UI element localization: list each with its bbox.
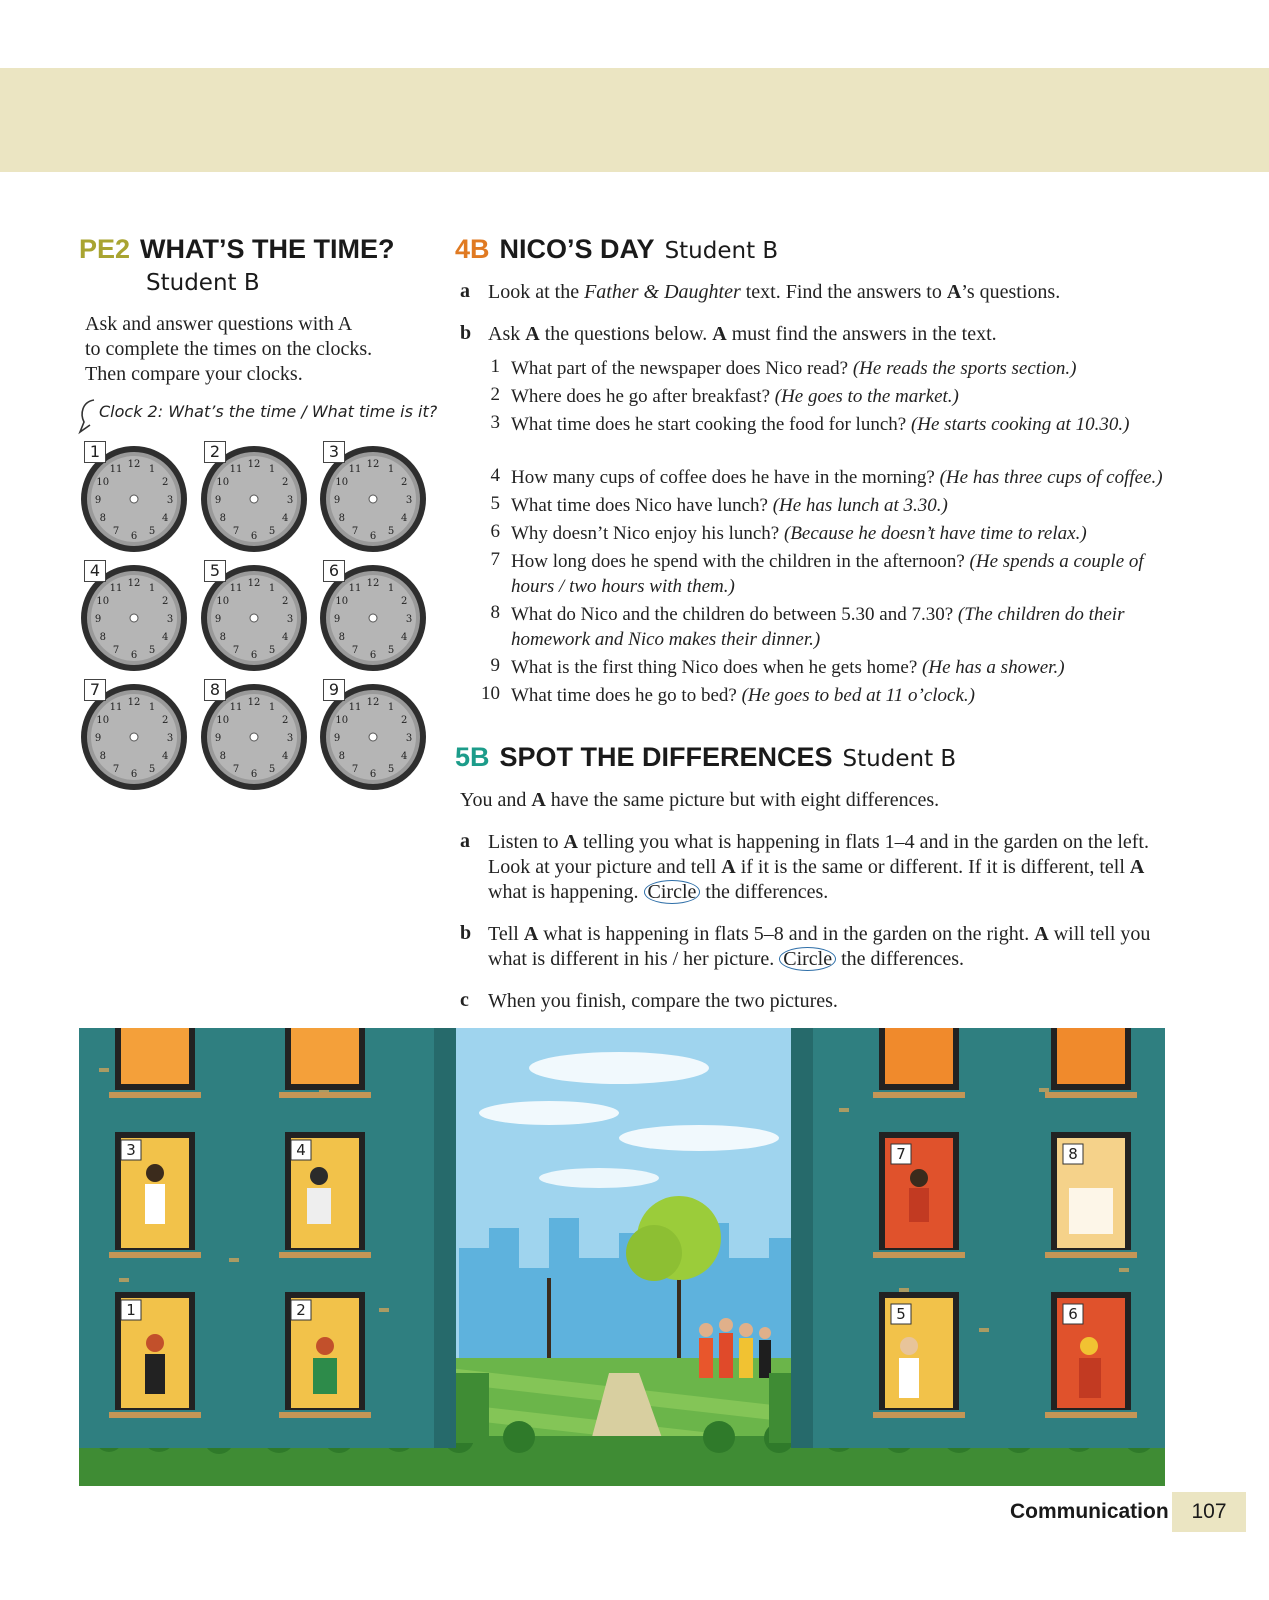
s5b-subtitle: Student B bbox=[842, 746, 957, 772]
question-text bbox=[511, 465, 1171, 490]
question: Why doesn’t Nico enjoy his lunch? bbox=[511, 523, 784, 544]
svg-text:11: 11 bbox=[348, 701, 362, 713]
pe2-title: WHAT’S THE TIME? bbox=[140, 234, 395, 264]
svg-text:8: 8 bbox=[219, 513, 226, 524]
svg-text:3: 3 bbox=[166, 614, 174, 625]
svg-text:12: 12 bbox=[127, 697, 141, 708]
answer: (He has three cups of coffee.) bbox=[939, 467, 1163, 488]
svg-text:3: 3 bbox=[166, 733, 174, 744]
svg-text:8: 8 bbox=[338, 513, 345, 524]
pe2-instructions bbox=[85, 312, 425, 387]
svg-text:12: 12 bbox=[247, 459, 261, 470]
clock-number-label: 9 bbox=[323, 679, 345, 701]
circle-word: Circle bbox=[779, 947, 836, 971]
svg-text:7: 7 bbox=[351, 764, 359, 776]
svg-text:2: 2 bbox=[282, 715, 289, 726]
question-text bbox=[511, 521, 1171, 546]
svg-text:10: 10 bbox=[335, 715, 349, 726]
question-text bbox=[511, 493, 1171, 518]
svg-text:10: 10 bbox=[96, 596, 110, 607]
svg-text:9: 9 bbox=[214, 733, 222, 744]
svg-text:10: 10 bbox=[96, 477, 110, 488]
question-number: 1 bbox=[490, 356, 500, 377]
svg-text:4: 4 bbox=[282, 513, 289, 524]
svg-text:11: 11 bbox=[348, 463, 362, 475]
flat-label: 2 bbox=[296, 1301, 306, 1319]
svg-text:12: 12 bbox=[247, 578, 261, 589]
s5b-b-text: Tell A what is happening in flats 5–8 and in the garden on the right. A will tell you what is different in his / her picture. Circle the differences. bbox=[488, 923, 1151, 970]
svg-text:4: 4 bbox=[282, 751, 289, 762]
pe2-instr-line: Ask and answer questions with A bbox=[85, 313, 353, 335]
s5b-a-text-end: the differences. bbox=[705, 881, 829, 903]
svg-text:1: 1 bbox=[387, 701, 395, 713]
svg-text:6: 6 bbox=[369, 769, 377, 780]
pe2-instr-line: Then compare your clocks. bbox=[85, 363, 303, 385]
question: Where does he go after breakfast? bbox=[511, 386, 775, 407]
svg-text:8: 8 bbox=[99, 751, 106, 762]
clock-number-label: 4 bbox=[84, 560, 106, 582]
svg-text:4: 4 bbox=[162, 632, 169, 643]
question-text bbox=[511, 356, 1171, 381]
svg-text:5: 5 bbox=[148, 764, 156, 776]
svg-text:7: 7 bbox=[232, 645, 240, 657]
svg-text:9: 9 bbox=[94, 495, 102, 506]
svg-text:4: 4 bbox=[162, 751, 169, 762]
svg-text:2: 2 bbox=[162, 715, 169, 726]
question-number: 9 bbox=[490, 655, 500, 676]
question-text bbox=[511, 655, 1171, 680]
svg-text:3: 3 bbox=[405, 614, 413, 625]
s5b-c-text: When you finish, compare the two pictures. bbox=[488, 990, 838, 1012]
svg-text:7: 7 bbox=[112, 526, 120, 538]
svg-text:1: 1 bbox=[268, 463, 276, 475]
svg-text:10: 10 bbox=[96, 715, 110, 726]
s5b-a-text: Listen to A telling you what is happening in flats 1–4 and in the garden on the left. Look at your picture and tell A if it is the same or different. If it is different, tell A what is happening. Circle the differences. bbox=[488, 831, 1149, 903]
svg-text:6: 6 bbox=[250, 531, 258, 542]
pe2-code: PE2 bbox=[79, 234, 131, 264]
svg-text:12: 12 bbox=[366, 459, 380, 470]
svg-text:9: 9 bbox=[94, 614, 102, 625]
svg-text:1: 1 bbox=[387, 582, 395, 594]
svg-text:11: 11 bbox=[109, 463, 123, 475]
svg-text:6: 6 bbox=[369, 531, 377, 542]
svg-text:11: 11 bbox=[348, 582, 362, 594]
svg-text:10: 10 bbox=[216, 477, 230, 488]
pe2-instr-line: to complete the times on the clocks. bbox=[85, 338, 373, 360]
pe2-heading bbox=[79, 234, 395, 265]
svg-text:5: 5 bbox=[387, 526, 395, 538]
svg-text:11: 11 bbox=[109, 701, 123, 713]
header-band bbox=[0, 68, 1269, 172]
svg-text:12: 12 bbox=[366, 578, 380, 589]
svg-text:9: 9 bbox=[333, 733, 341, 744]
s5b-code: 5B bbox=[455, 742, 490, 772]
svg-text:6: 6 bbox=[130, 769, 138, 780]
svg-text:1: 1 bbox=[148, 701, 156, 713]
clock-number-label: 7 bbox=[84, 679, 106, 701]
svg-text:12: 12 bbox=[127, 578, 141, 589]
svg-text:1: 1 bbox=[148, 582, 156, 594]
svg-text:5: 5 bbox=[387, 645, 395, 657]
page-number: 107 bbox=[1172, 1492, 1246, 1532]
question: What time does Nico have lunch? bbox=[511, 495, 773, 516]
answer: (He reads the sports section.) bbox=[852, 358, 1077, 379]
question-number: 8 bbox=[490, 602, 500, 623]
svg-text:8: 8 bbox=[338, 751, 345, 762]
s4b-a-text: Look at the Father & Daughter text. Find the answers to A’s questions. bbox=[488, 281, 1061, 303]
svg-text:7: 7 bbox=[232, 526, 240, 538]
circle-word: Circle bbox=[644, 880, 701, 904]
s5b-b-text-end: the differences. bbox=[841, 948, 965, 970]
svg-text:12: 12 bbox=[247, 697, 261, 708]
clock-number-label: 3 bbox=[323, 441, 345, 463]
answer: (He spends a couple of hours / two hours with them.) bbox=[511, 551, 1144, 597]
svg-text:3: 3 bbox=[286, 614, 294, 625]
svg-text:5: 5 bbox=[268, 764, 276, 776]
svg-text:6: 6 bbox=[130, 650, 138, 661]
svg-text:7: 7 bbox=[112, 645, 120, 657]
question: What is the first thing Nico does when he gets home? bbox=[511, 657, 923, 678]
question-number: 3 bbox=[490, 412, 500, 433]
speech-bubble-text: Clock 2: What’s the time / What time is it? bbox=[99, 402, 438, 421]
answer: (He starts cooking at 10.30.) bbox=[910, 414, 1130, 435]
flat-label: 3 bbox=[126, 1141, 136, 1159]
flat-label: 5 bbox=[896, 1305, 906, 1323]
svg-text:2: 2 bbox=[162, 477, 169, 488]
svg-text:12: 12 bbox=[127, 459, 141, 470]
svg-text:4: 4 bbox=[401, 751, 408, 762]
flat-label: 1 bbox=[126, 1301, 136, 1319]
pe2-subtitle bbox=[146, 270, 260, 296]
svg-text:11: 11 bbox=[229, 582, 243, 594]
svg-text:4: 4 bbox=[282, 632, 289, 643]
clock-number-label: 6 bbox=[323, 560, 345, 582]
question-number: 4 bbox=[490, 465, 500, 486]
svg-text:6: 6 bbox=[369, 650, 377, 661]
svg-text:9: 9 bbox=[214, 495, 222, 506]
svg-text:2: 2 bbox=[401, 596, 408, 607]
question-number: 2 bbox=[490, 384, 500, 405]
svg-text:8: 8 bbox=[99, 632, 106, 643]
svg-text:1: 1 bbox=[268, 701, 276, 713]
s5b-intro: You and A have the same picture but with eight differences. bbox=[460, 789, 940, 811]
s5b-c-letter: c bbox=[460, 989, 469, 1011]
s4b-title: NICO’S DAY bbox=[499, 234, 655, 264]
clock-number-label: 2 bbox=[204, 441, 226, 463]
s4b-heading bbox=[455, 234, 778, 265]
s5b-b-letter: b bbox=[460, 922, 472, 944]
question-text bbox=[511, 683, 1171, 708]
question: What do Nico and the children do between 5.30 and 7.30? bbox=[511, 604, 958, 625]
s4b-b-text: Ask A the questions below. A must find the answers in the text. bbox=[488, 323, 997, 345]
answer: (He has a shower.) bbox=[922, 657, 1065, 678]
answer: (He goes to bed at 11 o’clock.) bbox=[741, 685, 975, 706]
s4b-code: 4B bbox=[455, 234, 490, 264]
svg-text:5: 5 bbox=[268, 526, 276, 538]
question: What part of the newspaper does Nico read? bbox=[511, 358, 853, 379]
svg-text:10: 10 bbox=[216, 715, 230, 726]
svg-text:3: 3 bbox=[405, 733, 413, 744]
answer: (He has lunch at 3.30.) bbox=[772, 495, 948, 516]
svg-text:7: 7 bbox=[112, 764, 120, 776]
svg-text:9: 9 bbox=[333, 614, 341, 625]
s4b-subtitle: Student B bbox=[664, 238, 779, 264]
svg-text:9: 9 bbox=[94, 733, 102, 744]
svg-text:10: 10 bbox=[335, 596, 349, 607]
svg-text:2: 2 bbox=[282, 477, 289, 488]
svg-text:3: 3 bbox=[166, 495, 174, 506]
svg-text:9: 9 bbox=[333, 495, 341, 506]
svg-text:1: 1 bbox=[268, 582, 276, 594]
apartment-illustration bbox=[79, 1028, 1165, 1486]
svg-text:8: 8 bbox=[219, 632, 226, 643]
svg-text:3: 3 bbox=[286, 495, 294, 506]
svg-text:11: 11 bbox=[109, 582, 123, 594]
question-number: 6 bbox=[490, 521, 500, 542]
s4b-b-letter: b bbox=[460, 322, 472, 344]
s5b-heading bbox=[455, 742, 956, 773]
footer-section-label: Communication bbox=[1010, 1500, 1169, 1523]
question-text bbox=[511, 549, 1171, 599]
svg-text:2: 2 bbox=[282, 596, 289, 607]
svg-text:1: 1 bbox=[148, 463, 156, 475]
flat-label: 7 bbox=[896, 1145, 906, 1163]
svg-text:4: 4 bbox=[401, 513, 408, 524]
svg-text:6: 6 bbox=[250, 650, 258, 661]
question-text bbox=[511, 412, 1171, 437]
question-number: 10 bbox=[481, 683, 500, 704]
svg-text:2: 2 bbox=[162, 596, 169, 607]
svg-text:7: 7 bbox=[232, 764, 240, 776]
svg-text:10: 10 bbox=[216, 596, 230, 607]
svg-text:5: 5 bbox=[148, 645, 156, 657]
question: What time does he go to bed? bbox=[511, 685, 742, 706]
svg-text:5: 5 bbox=[268, 645, 276, 657]
svg-text:10: 10 bbox=[335, 477, 349, 488]
svg-text:6: 6 bbox=[130, 531, 138, 542]
svg-text:3: 3 bbox=[405, 495, 413, 506]
svg-text:5: 5 bbox=[148, 526, 156, 538]
clock-number-label: 5 bbox=[204, 560, 226, 582]
flat-label: 6 bbox=[1068, 1305, 1078, 1323]
flat-label: 8 bbox=[1068, 1145, 1078, 1163]
svg-text:5: 5 bbox=[387, 764, 395, 776]
svg-text:1: 1 bbox=[387, 463, 395, 475]
pe2-subtitle-text: Student B bbox=[146, 270, 260, 296]
question-number: 7 bbox=[490, 549, 500, 570]
svg-text:8: 8 bbox=[338, 632, 345, 643]
question-text bbox=[511, 602, 1171, 652]
flat-label: 4 bbox=[296, 1141, 306, 1159]
question: How many cups of coffee does he have in the morning? bbox=[511, 467, 940, 488]
question: How long does he spend with the children in the afternoon? bbox=[511, 551, 970, 572]
svg-text:11: 11 bbox=[229, 701, 243, 713]
svg-text:9: 9 bbox=[214, 614, 222, 625]
svg-text:2: 2 bbox=[401, 715, 408, 726]
s5b-title: SPOT THE DIFFERENCES bbox=[499, 742, 833, 772]
svg-text:11: 11 bbox=[229, 463, 243, 475]
svg-text:4: 4 bbox=[162, 513, 169, 524]
answer: (He goes to the market.) bbox=[774, 386, 959, 407]
question-text bbox=[511, 384, 1171, 409]
clock-number-label: 8 bbox=[204, 679, 226, 701]
svg-text:8: 8 bbox=[99, 513, 106, 524]
svg-text:4: 4 bbox=[401, 632, 408, 643]
svg-text:6: 6 bbox=[250, 769, 258, 780]
s5b-a-letter: a bbox=[460, 830, 470, 852]
answer: (Because he doesn’t have time to relax.) bbox=[784, 523, 1087, 544]
svg-text:2: 2 bbox=[401, 477, 408, 488]
clock-number-label: 1 bbox=[84, 441, 106, 463]
question-number: 5 bbox=[490, 493, 500, 514]
svg-text:7: 7 bbox=[351, 645, 359, 657]
svg-text:12: 12 bbox=[366, 697, 380, 708]
svg-text:8: 8 bbox=[219, 751, 226, 762]
s4b-a-letter: a bbox=[460, 280, 470, 302]
svg-text:3: 3 bbox=[286, 733, 294, 744]
question: What time does he start cooking the food for lunch? bbox=[511, 414, 911, 435]
answer: (The children do their homework and Nico makes their dinner.) bbox=[511, 604, 1125, 650]
svg-text:7: 7 bbox=[351, 526, 359, 538]
